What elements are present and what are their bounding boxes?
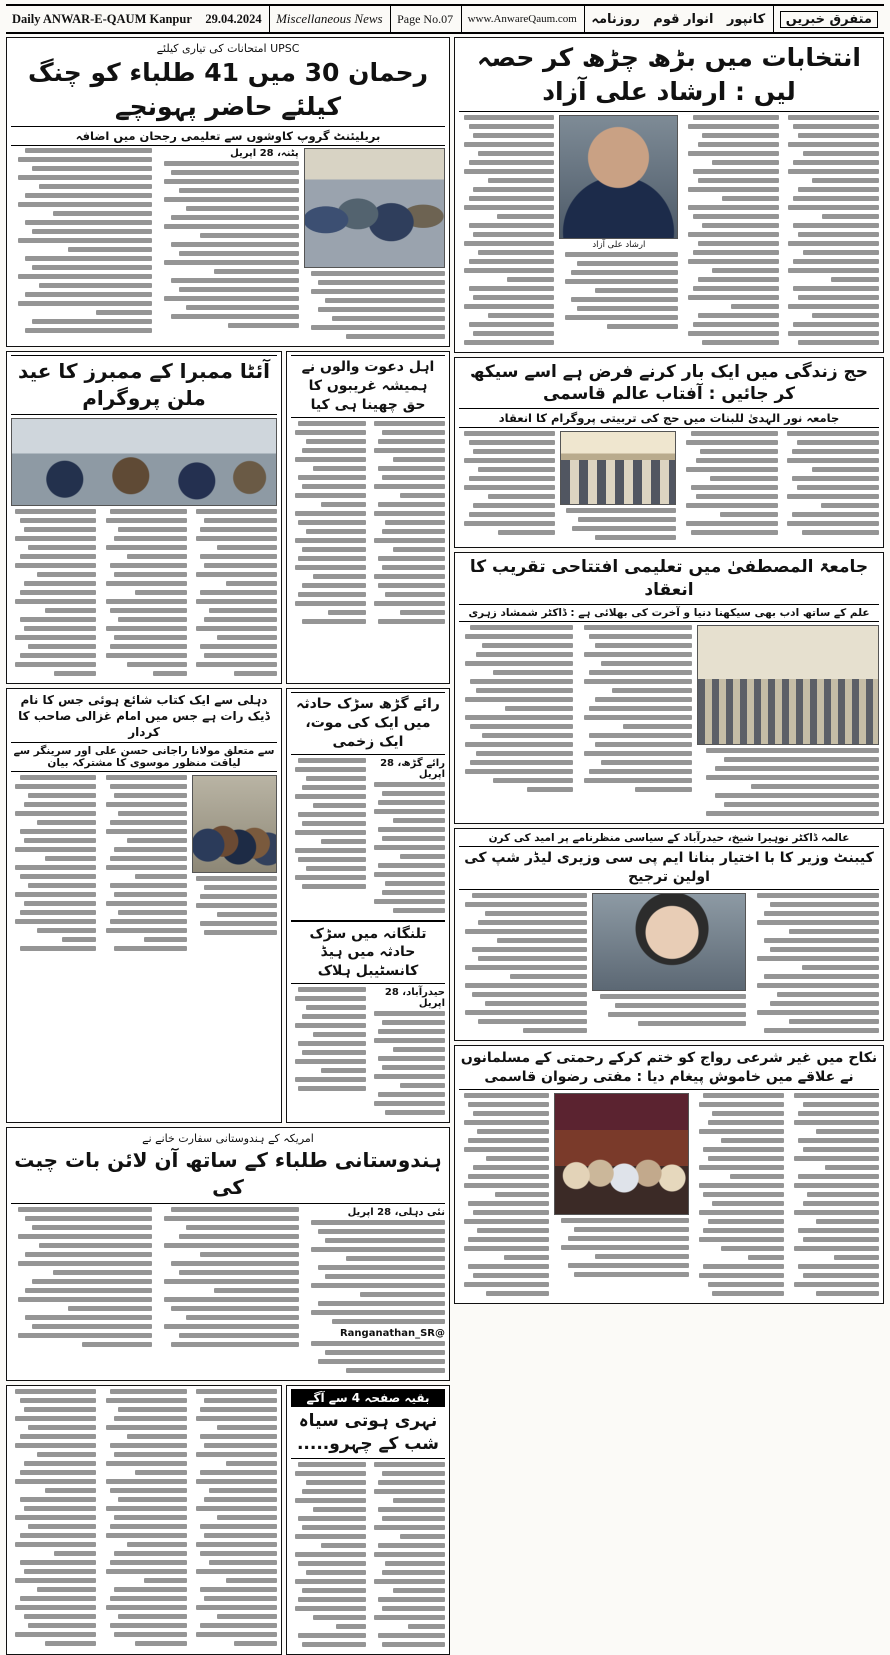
lead-col-2 [683, 115, 778, 349]
nikah-headline: نکاح میں غیر شرعی رواج کو ختم کرکے رحمتی کے مسلمانوں نے علاقے میں خاموش پیغام دیا : مفتی رضوان قاسمی [460, 1050, 878, 1085]
upsc-body [11, 148, 445, 343]
upsc-photo [304, 148, 445, 268]
nikah-photo-col [554, 1093, 689, 1300]
lead-photo [559, 115, 678, 239]
row-delhi-road [6, 688, 450, 1123]
road-col-1 [371, 758, 446, 917]
online-chat-handle[interactable]: @Ranganathan_SR [339, 1327, 445, 1339]
ahle-dawat-col-1 [371, 421, 446, 628]
telangana-col-2 [291, 987, 366, 1119]
continued-subtitle: نہری ہوتی سیاہ شب کے چہرو..... [296, 1410, 440, 1454]
masthead-urdu-daily: روزنامہ [584, 6, 645, 32]
masthead-date: 29.04.2024 [205, 11, 262, 26]
upsc-dateline: پٹنہ، 28 اپریل [230, 147, 299, 159]
upsc-photo-col [304, 148, 445, 343]
article-aiat [6, 351, 282, 684]
continued-col-2 [291, 1462, 366, 1651]
article-hajj [454, 357, 884, 549]
lead-headline: انتخابات میں بڑھ چڑھ کر حصہ لیں : ارشاد علی آزاد [477, 43, 861, 106]
masthead [6, 4, 884, 34]
online-chat-col-3 [11, 1207, 152, 1377]
masthead-title: Daily ANWAR-E-QAUM Kanpur [12, 11, 192, 26]
masthead-section: Miscellaneous News [269, 6, 389, 32]
hajj-subhead: جامعہ نور الہدیٰ للبنات میں حج کی تربیتی پروگرام کا انعقاد [498, 411, 840, 426]
road-col-2 [291, 758, 366, 917]
masthead-urdu-section-wrap [773, 6, 884, 32]
delhi-photo-col [192, 775, 277, 955]
bottom-left-col-1 [192, 1389, 277, 1650]
aiat-headline: آئٹا ممبرا کے ممبرز کا عید ملن پروگرام [11, 355, 277, 415]
row-aiat-ahledawat [6, 351, 450, 684]
aiat-photo [11, 418, 277, 506]
telangana-col-1 [371, 987, 446, 1119]
jamia-subhead: علم کے ساتھ ادب بھی سیکھنا دنیا و آخرت کی بھلائی ہے : ڈاکٹر شمشاد زہری [468, 607, 870, 620]
continued-col-1 [371, 1462, 446, 1651]
hyderabad-subhead: عالمہ ڈاکٹر نوہیرا شیخ، حیدرآباد کے سیاسی منظرنامے پر امید کی کرن [488, 832, 850, 845]
hajj-photo [560, 431, 676, 505]
masthead-urdu-name: انوار قوم [653, 11, 714, 27]
article-road [286, 688, 450, 1123]
online-chat-col-2 [157, 1207, 298, 1377]
online-chat-col-1 [304, 1207, 445, 1377]
ahle-dawat-headline: اہل دعوت والوں نے ہمیشہ غریبوں کا حق چھینا ہی کیا [291, 355, 445, 418]
masthead-urdu-city: کانپور [726, 11, 766, 27]
aiat-text-col-2 [101, 509, 186, 680]
delhi-col-2 [11, 775, 96, 955]
nikah-photo [554, 1093, 689, 1215]
road-headline: رائے گڑھ سڑک حادثہ میں ایک کی موت، ایک زخمی [291, 692, 445, 755]
bottom-left-col-3 [11, 1389, 96, 1650]
upsc-subhead: بریلیئنٹ گروپ کاوشوں سے تعلیمی رجحان میں اضافہ [75, 128, 381, 143]
bottom-left-col-2 [101, 1389, 186, 1650]
nikah-col-1 [789, 1093, 879, 1300]
jamia-photo-col [697, 625, 879, 820]
masthead-website[interactable]: www.AnwareQaum.com [461, 6, 583, 32]
delhi-photo [192, 775, 277, 873]
hajj-headline: حج زندگی میں ایک بار کرنے فرض ہے اسے سیکھ کر جائیں : آفتاب عالم قاسمی [469, 361, 869, 405]
hyderabad-col-1 [751, 893, 879, 1037]
hyderabad-headline: کیبنٹ وزیر کا با اختیار بنانا ایم پی سی وزیری لیڈر شپ کی اولین ترجیح [464, 850, 874, 886]
article-jamia [454, 552, 884, 824]
article-nikah [454, 1045, 884, 1304]
upsc-text-col-2 [11, 148, 152, 343]
hyderabad-photo [592, 893, 746, 991]
delhi-headline: دہلی سے ایک کتاب شائع ہوئی جس کا نام ڈیک رات ہے جس میں امام غزالی صاحب کا کردار [18, 692, 270, 740]
jamia-headline: جامعۃ المصطفیٰ میں تعلیمی افتتاحی تقریب کا انعقاد [469, 557, 869, 601]
upsc-headline: رحمان 30 میں 41 طلباء کو چنگ کیلئے حاضر پہونچے [27, 58, 429, 122]
left-column-group [6, 37, 450, 1655]
hajj-col-2 [681, 431, 777, 544]
upsc-kicker: UPSC امتحانات کی تیاری کیلئے [156, 42, 300, 55]
bottom-left-text [6, 1385, 282, 1655]
article-delhi [6, 688, 282, 1123]
article-online-chat [6, 1127, 450, 1380]
nikah-col-3 [459, 1093, 549, 1300]
upsc-text-col-1 [157, 148, 298, 343]
lead-photo-caption: ارشاد علی آزاد [592, 239, 646, 250]
road-dateline: رائے گڑھ، 28 اپریل [380, 757, 445, 780]
article-hyderabad-lady [454, 828, 884, 1041]
delhi-subhead: سے متعلق مولانا راجانی حسن علی اور سرینگر سے لیاقت منظور موسوی کا مشترکہ بیان [13, 745, 275, 770]
masthead-urdu-section: متفرق خبریں [780, 11, 878, 28]
lead-photo-col [559, 115, 678, 349]
right-column-group [454, 37, 884, 1655]
article-lead [454, 37, 884, 353]
ahle-dawat-col-2 [291, 421, 366, 628]
aiat-text-col-3 [11, 509, 96, 680]
nikah-col-2 [694, 1093, 784, 1300]
hajj-photo-col [560, 431, 676, 544]
hyderabad-photo-col [592, 893, 746, 1037]
hajj-col-1 [783, 431, 879, 544]
online-chat-subhead: امریکہ کے ہندوستانی سفارت خانے نے [142, 1132, 314, 1146]
hyderabad-col-2 [459, 893, 587, 1037]
lead-col-1 [784, 115, 879, 349]
aiat-text-col-1 [192, 509, 277, 680]
lead-col-3 [459, 115, 554, 349]
telangana-headline: تلنگانہ میں سڑک حادثہ میں ہیڈ کانسٹیبل ہلاک [309, 925, 427, 980]
jamia-col-1 [578, 625, 692, 820]
hajj-col-3 [459, 431, 555, 544]
continued-label[interactable]: بقیہ صفحہ 4 سے آگے [291, 1389, 445, 1407]
online-chat-dateline: نئی دہلی، 28 اپریل [347, 1206, 445, 1218]
continued-box [286, 1385, 450, 1655]
row-continued [6, 1385, 450, 1655]
jamia-col-2 [459, 625, 573, 820]
delhi-col-1 [101, 775, 186, 955]
telangana-dateline: حیدرآباد، 28 اپریل [384, 987, 445, 1010]
online-chat-headline: ہندوستانی طلباء کے ساتھ آن لائن بات چیت کی [14, 1147, 442, 1199]
masthead-page-no: Page No.07 [390, 6, 459, 32]
jamia-photo [697, 625, 879, 745]
article-upsc [6, 37, 450, 347]
article-ahle-dawat [286, 351, 450, 684]
